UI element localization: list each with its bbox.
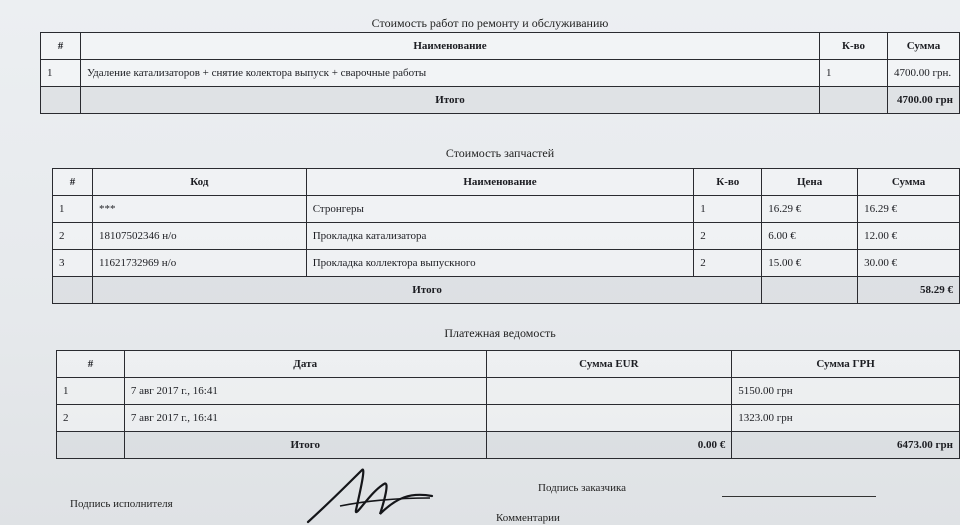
payments-row-eur <box>486 378 732 405</box>
parts-row-num: 2 <box>53 223 93 250</box>
parts-row-num: 3 <box>53 250 93 277</box>
parts-table <box>52 168 960 304</box>
comments-label: Комментарии <box>496 512 560 524</box>
parts-row-price: 16.29 € <box>762 196 858 223</box>
parts-row-num: 1 <box>53 196 93 223</box>
table-row <box>41 60 960 87</box>
parts-col-num: # <box>53 169 93 196</box>
works-row-sum: 4700.00 грн. <box>887 60 959 87</box>
payments-total-eur: 0.00 € <box>486 432 732 459</box>
payments-total-uah: 6473.00 грн <box>732 432 960 459</box>
parts-row-price: 6.00 € <box>762 223 858 250</box>
parts-row-code: *** <box>92 196 306 223</box>
payments-row-uah: 5150.00 грн <box>732 378 960 405</box>
payments-col-uah: Сумма ГРН <box>732 351 960 378</box>
payments-row-num: 1 <box>57 378 125 405</box>
payments-header-row <box>57 351 960 378</box>
table-row <box>57 405 960 432</box>
parts-row-qty: 1 <box>694 196 762 223</box>
table-row <box>57 378 960 405</box>
works-total-value: 4700.00 грн <box>887 87 959 114</box>
payments-row-date: 7 авг 2017 г., 16:41 <box>124 405 486 432</box>
works-row-name: Удаление катализаторов + снятие колектора выпуск + сварочные работы <box>80 60 819 87</box>
works-total-label: Итого <box>80 87 819 114</box>
parts-row-code: 18107502346 н/о <box>92 223 306 250</box>
works-col-name: Наименование <box>80 33 819 60</box>
table-row <box>53 250 960 277</box>
works-title: Стоимость работ по ремонту и обслуживанию <box>371 16 609 30</box>
works-header-row <box>41 33 960 60</box>
payments-row-uah: 1323.00 грн <box>732 405 960 432</box>
payments-total-row <box>57 432 960 459</box>
parts-row-qty: 2 <box>694 250 762 277</box>
payments-total-label: Итого <box>124 432 486 459</box>
payments-row-num: 2 <box>57 405 125 432</box>
payments-col-eur: Сумма EUR <box>486 351 732 378</box>
parts-row-code: 11621732969 н/о <box>92 250 306 277</box>
table-row <box>53 223 960 250</box>
parts-col-name: Наименование <box>306 169 694 196</box>
parts-total-row <box>53 277 960 304</box>
parts-row-name: Прокладка катализатора <box>306 223 694 250</box>
parts-row-sum: 16.29 € <box>858 196 960 223</box>
parts-title: Стоимость запчастей <box>445 146 555 160</box>
parts-row-sum: 12.00 € <box>858 223 960 250</box>
customer-sign-line <box>722 496 876 497</box>
payments-title: Платежная ведомость <box>444 326 556 340</box>
parts-header-row <box>53 169 960 196</box>
customer-sign-label: Подпись заказчика <box>538 482 627 494</box>
table-row <box>53 196 960 223</box>
parts-col-code: Код <box>92 169 306 196</box>
parts-total-label: Итого <box>92 277 761 304</box>
payments-row-eur <box>486 405 732 432</box>
payments-table <box>56 350 960 459</box>
parts-total-value: 58.29 € <box>858 277 960 304</box>
parts-row-qty: 2 <box>694 223 762 250</box>
works-table <box>40 32 960 114</box>
parts-col-sum: Сумма <box>858 169 960 196</box>
payments-col-date: Дата <box>124 351 486 378</box>
parts-col-qty: К-во <box>694 169 762 196</box>
parts-col-price: Цена <box>762 169 858 196</box>
executor-sign-label: Подпись исполнителя <box>70 498 173 510</box>
parts-row-price: 15.00 € <box>762 250 858 277</box>
works-col-sum: Сумма <box>887 33 959 60</box>
executor-signature <box>300 462 440 525</box>
works-col-qty: К-во <box>820 33 888 60</box>
parts-row-sum: 30.00 € <box>858 250 960 277</box>
works-col-num: # <box>41 33 81 60</box>
payments-col-num: # <box>57 351 125 378</box>
parts-row-name: Прокладка коллектора выпускного <box>306 250 694 277</box>
payments-row-date: 7 авг 2017 г., 16:41 <box>124 378 486 405</box>
works-row-num: 1 <box>41 60 81 87</box>
parts-row-name: Стронгеры <box>306 196 694 223</box>
works-total-row <box>41 87 960 114</box>
works-row-qty: 1 <box>820 60 888 87</box>
